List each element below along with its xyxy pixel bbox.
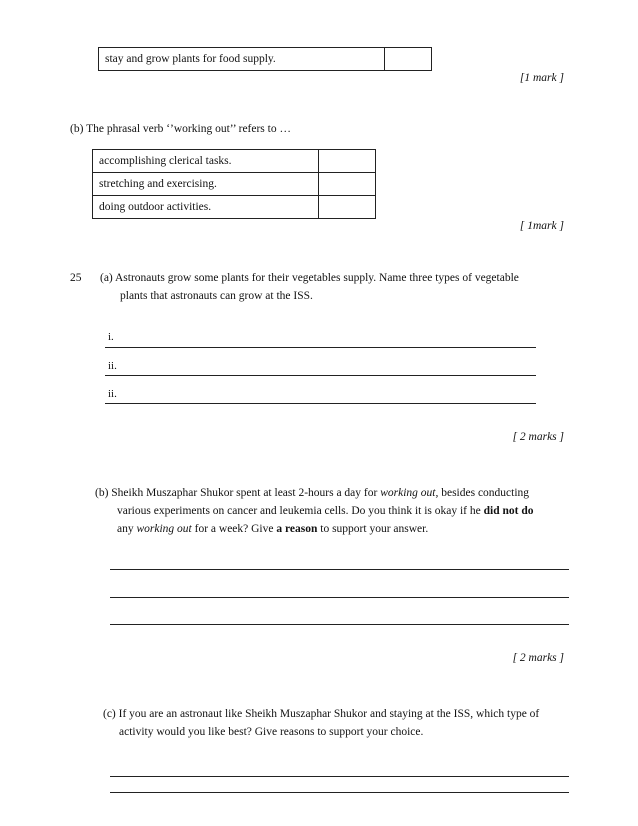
answer-line[interactable] — [105, 347, 536, 348]
question-b-stem: (b) The phrasal verb ‘’working out’’ refers to … — [70, 123, 291, 135]
answer-line[interactable] — [105, 403, 536, 404]
answer-line[interactable] — [110, 792, 569, 793]
answer-box[interactable] — [318, 150, 375, 173]
answer-label: i. — [108, 331, 114, 343]
option-text: doing outdoor activities. — [93, 196, 319, 219]
q-b-options-table — [92, 149, 376, 219]
text-emphasis: working out — [136, 523, 192, 535]
mark-label: [ 2 marks ] — [512, 431, 564, 443]
mark-label: [ 2 marks ] — [512, 652, 564, 664]
text-bold: a reason — [276, 523, 318, 535]
question-25b-line3 — [117, 520, 428, 538]
mark-label: [ 1mark ] — [519, 220, 564, 232]
text-bold: did not do — [483, 505, 534, 517]
option-text: stay and grow plants for food supply. — [99, 48, 385, 71]
text-emphasis: working out, — [380, 487, 439, 499]
option-text: accomplishing clerical tasks. — [93, 150, 319, 173]
q-a-options-table — [98, 47, 432, 71]
answer-label: ii. — [108, 360, 117, 372]
text-segment: to support your answer. — [317, 523, 429, 535]
question-25b-line2 — [117, 502, 533, 520]
option-text: stretching and exercising. — [93, 173, 319, 196]
answer-label: ii. — [108, 388, 117, 400]
question-25c-line1: (c) If you are an astronaut like Sheikh Muszaphar Shukor and staying at the ISS, which type of — [103, 708, 540, 720]
mark-label: [1 mark ] — [519, 72, 564, 84]
answer-box[interactable] — [318, 173, 375, 196]
answer-line[interactable] — [110, 776, 569, 777]
answer-line[interactable] — [105, 375, 536, 376]
question-25a-line2: plants that astronauts can grow at the ISS. — [120, 290, 313, 302]
text-segment: various experiments on cancer and leukemia cells. Do you think it is okay if he — [117, 505, 484, 517]
answer-line[interactable] — [110, 569, 569, 570]
text-segment: besides conducting — [438, 487, 530, 499]
text-segment: any — [117, 523, 137, 535]
answer-box[interactable] — [384, 48, 431, 71]
question-25a-line1: (a) Astronauts grow some plants for their vegetables supply. Name three types of vegetable — [100, 272, 519, 284]
answer-box[interactable] — [318, 196, 375, 219]
answer-line[interactable] — [110, 597, 569, 598]
question-25c-line2: activity would you like best? Give reasons to support your choice. — [119, 726, 424, 738]
question-25b-line1 — [95, 484, 529, 502]
answer-line[interactable] — [110, 624, 569, 625]
text-segment: (b) Sheikh Muszaphar Shukor spent at least 2-hours a day for — [95, 487, 381, 499]
text-segment: for a week? Give — [191, 523, 277, 535]
question-number: 25 — [70, 272, 82, 284]
